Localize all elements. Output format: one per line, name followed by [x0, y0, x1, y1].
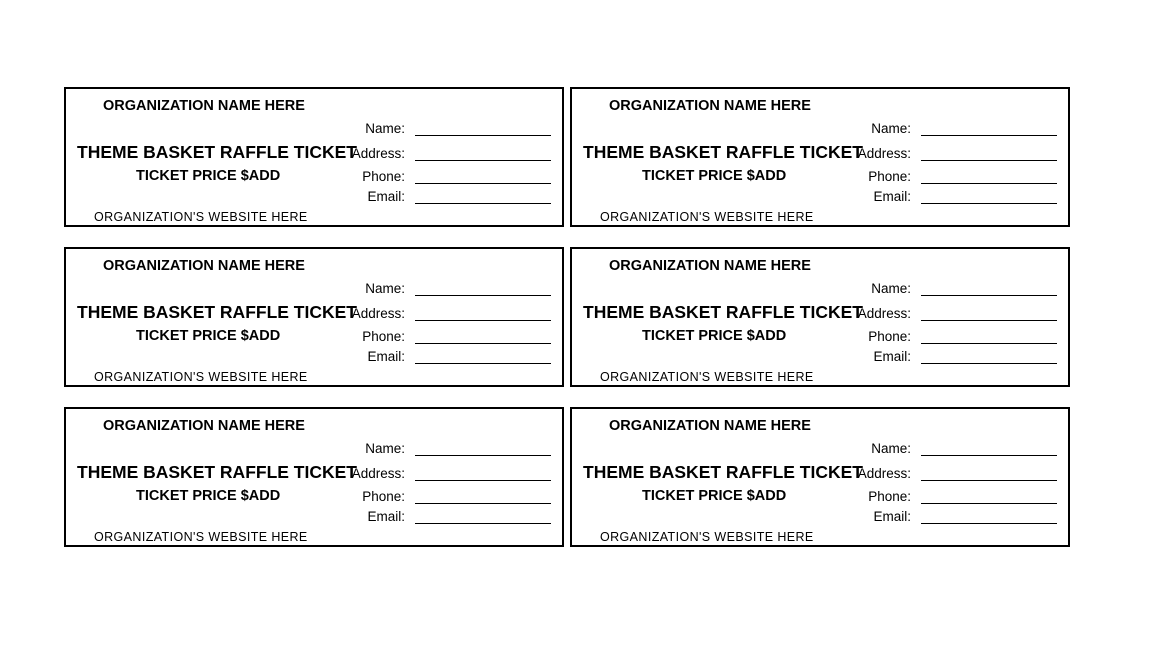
organization-website: ORGANIZATION'S WEBSITE HERE: [600, 210, 814, 224]
address-field-line: [415, 320, 551, 321]
name-field-line: [415, 455, 551, 456]
address-label: Address:: [351, 466, 405, 481]
organization-name: ORGANIZATION NAME HERE: [103, 418, 305, 434]
phone-label: Phone:: [868, 489, 911, 504]
email-field-line: [415, 363, 551, 364]
ticket-price: TICKET PRICE $ADD: [136, 168, 281, 184]
raffle-ticket: [570, 407, 1070, 547]
name-field-line: [415, 295, 551, 296]
email-label: Email:: [367, 509, 405, 524]
organization-name: ORGANIZATION NAME HERE: [609, 98, 811, 114]
raffle-ticket: [64, 247, 564, 387]
phone-label: Phone:: [362, 169, 405, 184]
raffle-ticket: [570, 87, 1070, 227]
email-field-line: [921, 203, 1057, 204]
address-label: Address:: [857, 466, 911, 481]
raffle-ticket: [64, 87, 564, 227]
address-field-line: [921, 160, 1057, 161]
address-field-line: [415, 160, 551, 161]
address-label: Address:: [857, 146, 911, 161]
ticket-title: THEME BASKET RAFFLE TICKET: [77, 302, 357, 322]
email-label: Email:: [367, 189, 405, 204]
name-label: Name:: [365, 281, 405, 296]
ticket-title: THEME BASKET RAFFLE TICKET: [583, 462, 863, 482]
email-label: Email:: [873, 509, 911, 524]
address-label: Address:: [351, 146, 405, 161]
address-field-line: [921, 480, 1057, 481]
organization-name: ORGANIZATION NAME HERE: [103, 258, 305, 274]
ticket-price: TICKET PRICE $ADD: [642, 168, 787, 184]
ticket-title: THEME BASKET RAFFLE TICKET: [583, 142, 863, 162]
organization-website: ORGANIZATION'S WEBSITE HERE: [600, 370, 814, 384]
name-label: Name:: [365, 121, 405, 136]
phone-label: Phone:: [868, 169, 911, 184]
email-field-line: [921, 523, 1057, 524]
email-label: Email:: [873, 189, 911, 204]
name-label: Name:: [871, 121, 911, 136]
organization-website: ORGANIZATION'S WEBSITE HERE: [94, 210, 308, 224]
phone-field-line: [415, 503, 551, 504]
organization-website: ORGANIZATION'S WEBSITE HERE: [94, 530, 308, 544]
ticket-title: THEME BASKET RAFFLE TICKET: [77, 142, 357, 162]
email-field-line: [415, 203, 551, 204]
address-label: Address:: [351, 306, 405, 321]
phone-label: Phone:: [868, 329, 911, 344]
phone-field-line: [921, 503, 1057, 504]
raffle-ticket: [570, 247, 1070, 387]
raffle-ticket: [64, 407, 564, 547]
address-field-line: [921, 320, 1057, 321]
organization-website: ORGANIZATION'S WEBSITE HERE: [600, 530, 814, 544]
name-field-line: [921, 295, 1057, 296]
organization-website: ORGANIZATION'S WEBSITE HERE: [94, 370, 308, 384]
phone-label: Phone:: [362, 489, 405, 504]
name-field-line: [415, 135, 551, 136]
phone-label: Phone:: [362, 329, 405, 344]
name-label: Name:: [871, 441, 911, 456]
email-field-line: [415, 523, 551, 524]
email-field-line: [921, 363, 1057, 364]
organization-name: ORGANIZATION NAME HERE: [103, 98, 305, 114]
address-label: Address:: [857, 306, 911, 321]
name-label: Name:: [365, 441, 405, 456]
ticket-price: TICKET PRICE $ADD: [642, 488, 787, 504]
ticket-price: TICKET PRICE $ADD: [642, 328, 787, 344]
organization-name: ORGANIZATION NAME HERE: [609, 258, 811, 274]
ticket-title: THEME BASKET RAFFLE TICKET: [77, 462, 357, 482]
phone-field-line: [415, 183, 551, 184]
email-label: Email:: [367, 349, 405, 364]
address-field-line: [415, 480, 551, 481]
ticket-title: THEME BASKET RAFFLE TICKET: [583, 302, 863, 322]
phone-field-line: [921, 183, 1057, 184]
ticket-price: TICKET PRICE $ADD: [136, 488, 281, 504]
phone-field-line: [921, 343, 1057, 344]
email-label: Email:: [873, 349, 911, 364]
name-label: Name:: [871, 281, 911, 296]
ticket-price: TICKET PRICE $ADD: [136, 328, 281, 344]
name-field-line: [921, 455, 1057, 456]
name-field-line: [921, 135, 1057, 136]
organization-name: ORGANIZATION NAME HERE: [609, 418, 811, 434]
phone-field-line: [415, 343, 551, 344]
